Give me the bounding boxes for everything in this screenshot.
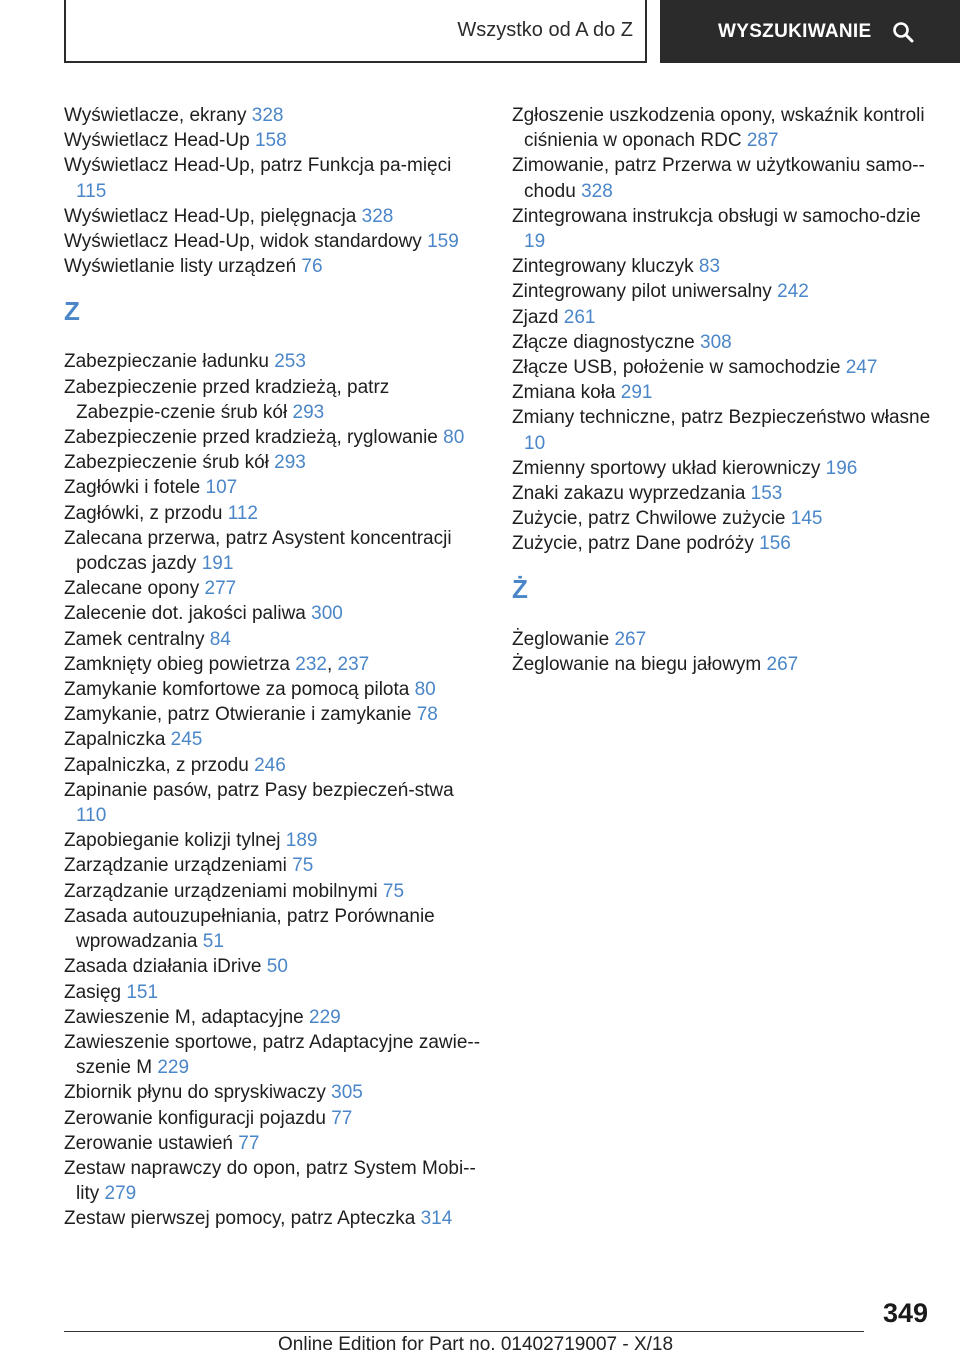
page-link[interactable]: 267 bbox=[614, 628, 647, 650]
index-entry-text: Zapobieganie kolizji tylnej bbox=[64, 830, 281, 852]
index-entry bbox=[512, 305, 932, 330]
page-link[interactable]: 83 bbox=[698, 256, 721, 278]
index-entry-text: Zarządzanie urządzeniami mobilnymi bbox=[64, 880, 378, 902]
index-entry bbox=[512, 531, 932, 556]
index-entry-text: Zalecane opony bbox=[64, 578, 200, 600]
page-link[interactable]: 80 bbox=[443, 427, 465, 449]
index-entry bbox=[64, 828, 484, 853]
index-entry bbox=[64, 601, 484, 626]
page-link[interactable]: 153 bbox=[750, 483, 783, 505]
index-entry-text: Żeglowanie na biegu jałowym bbox=[512, 653, 762, 675]
index-entry-text: Zmienny sportowy układ kierowniczy bbox=[512, 457, 821, 479]
page-link[interactable]: 110 bbox=[76, 805, 107, 827]
page-link[interactable]: 75 bbox=[292, 855, 314, 877]
index-entry-text: Zarządzanie urządzeniami bbox=[64, 855, 287, 877]
index-entry: Zamknięty obieg powietrza 232, 237 bbox=[64, 653, 370, 675]
page-link[interactable]: 76 bbox=[301, 256, 323, 278]
index-entry bbox=[64, 1030, 484, 1080]
index-entry-text: Zapalniczka bbox=[64, 729, 166, 751]
page-link[interactable]: 189 bbox=[285, 830, 318, 852]
page-link[interactable]: 50 bbox=[266, 956, 288, 978]
page-link[interactable]: 314 bbox=[420, 1208, 453, 1230]
index-entry-text: Zbiornik płynu do spryskiwaczy bbox=[64, 1082, 326, 1104]
index-entry bbox=[512, 330, 932, 355]
page-link[interactable]: 279 bbox=[104, 1183, 137, 1205]
index-entry-text: Zamknięty obieg powietrza bbox=[64, 653, 290, 675]
page-link[interactable]: 293 bbox=[274, 452, 306, 474]
index-entry bbox=[512, 153, 932, 203]
tab-search[interactable] bbox=[660, 0, 960, 63]
index-entry bbox=[64, 153, 484, 203]
index-entry-text: Zamek centralny bbox=[64, 628, 205, 650]
index-entry-text: Wyświetlanie listy urządzeń bbox=[64, 256, 297, 278]
index-entry-text: Wyświetlacz Head-Up bbox=[64, 130, 250, 152]
index-entry-text: Zalecana przerwa, patrz Asystent koncentracji podczas jazdy bbox=[64, 527, 452, 575]
page-link[interactable]: 84 bbox=[209, 628, 231, 650]
index-entry-text: Zasada działania iDrive bbox=[64, 956, 262, 978]
page-link[interactable]: 242 bbox=[777, 281, 809, 303]
index-entry bbox=[64, 204, 484, 229]
page-link[interactable]: 253 bbox=[274, 351, 306, 373]
index-entry bbox=[64, 1156, 484, 1206]
index-entry-text: Zmiany techniczne, patrz Bezpieczeństwo własne bbox=[512, 407, 931, 429]
index-entry bbox=[64, 1131, 484, 1156]
page-link[interactable]: 229 bbox=[157, 1057, 190, 1079]
index-entry bbox=[64, 576, 484, 601]
page-link[interactable]: 151 bbox=[126, 981, 159, 1003]
index-entry bbox=[64, 904, 484, 954]
index-entry bbox=[64, 778, 484, 828]
index-entry bbox=[64, 1206, 484, 1231]
index-entry bbox=[64, 450, 484, 475]
index-entry-text: Zerowanie konfiguracji pojazdu bbox=[64, 1107, 326, 1129]
index-entry bbox=[64, 1080, 484, 1105]
index-entry-text: Zintegrowana instrukcja obsługi w samocho‐dzie bbox=[512, 205, 921, 227]
page-link[interactable]: 261 bbox=[563, 306, 596, 328]
index-entry-text: Zabezpieczenie przed kradzieżą, patrz Zabezpie‐czenie śrub kół bbox=[64, 376, 390, 423]
index-entry bbox=[512, 380, 932, 405]
page-link[interactable]: 229 bbox=[309, 1006, 341, 1028]
index-entry-text: Wyświetlacz Head-Up, pielęgnacja bbox=[64, 205, 357, 227]
index-entry-text: Zużycie, patrz Dane podróży bbox=[512, 533, 754, 555]
index-entry bbox=[512, 456, 932, 481]
index-entry bbox=[64, 954, 484, 979]
index-entry-text: Zapinanie pasów, patrz Pasy bezpieczeń‐stwa bbox=[64, 779, 454, 801]
index-letter-heading: Ż bbox=[512, 573, 528, 604]
index-entry bbox=[64, 475, 484, 500]
page-link[interactable]: 328 bbox=[581, 180, 613, 202]
index-entry-text: Złącze USB, położenie w samochodzie bbox=[512, 357, 841, 379]
index-entry-text: Zapalniczka, z przodu bbox=[64, 754, 249, 776]
index-entry-text: Znaki zakazu wyprzedzania bbox=[512, 483, 746, 505]
page-link[interactable]: 237 bbox=[337, 653, 370, 675]
page-link[interactable]: 51 bbox=[202, 931, 224, 953]
page-link[interactable]: 158 bbox=[254, 130, 287, 152]
page-link[interactable]: 247 bbox=[845, 357, 878, 379]
index-entry bbox=[64, 103, 484, 128]
index-entry-text: Zawieszenie M, adaptacyjne bbox=[64, 1006, 304, 1028]
page-link[interactable]: 308 bbox=[700, 331, 732, 353]
index-entry bbox=[512, 279, 932, 304]
page-link[interactable]: 78 bbox=[416, 704, 438, 726]
page-link[interactable]: 328 bbox=[251, 105, 284, 126]
index-entry-text: Zabezpieczanie ładunku bbox=[64, 351, 269, 373]
index-entry bbox=[64, 375, 484, 425]
index-entry bbox=[64, 853, 484, 878]
index-entry bbox=[512, 652, 932, 677]
page-link[interactable]: 291 bbox=[620, 382, 653, 404]
page-link[interactable]: 305 bbox=[331, 1082, 363, 1104]
index-entry bbox=[64, 879, 484, 904]
footer-edition-text: Online Edition for Part no. 01402719007 - X/18 bbox=[278, 1334, 674, 1355]
index-entry bbox=[64, 627, 484, 652]
index-entry-text: Zalecenie dot. jakości paliwa bbox=[64, 603, 306, 625]
tab-a-to-z[interactable] bbox=[64, 0, 647, 63]
index-entry bbox=[64, 254, 484, 279]
index-entry bbox=[64, 677, 484, 702]
index-column-left bbox=[64, 103, 484, 1232]
index-entry-text: Złącze diagnostyczne bbox=[512, 331, 695, 353]
index-entry-text: Wyświetlacz Head-Up, widok standardowy bbox=[64, 231, 422, 253]
page-link[interactable]: 77 bbox=[238, 1132, 260, 1154]
page-link[interactable]: 232 bbox=[295, 653, 327, 675]
index-entry bbox=[512, 254, 932, 279]
page-link[interactable]: 191 bbox=[201, 553, 234, 575]
index-entry bbox=[512, 506, 932, 531]
index-entry bbox=[512, 405, 932, 455]
index-entry-text: Zużycie, patrz Chwilowe zużycie bbox=[512, 508, 786, 530]
index-entry-text: Żeglowanie bbox=[512, 628, 610, 650]
page-link[interactable]: 10 bbox=[524, 432, 546, 454]
index-entry bbox=[64, 229, 484, 254]
index-entry bbox=[64, 727, 484, 752]
index-entry bbox=[64, 702, 484, 727]
page-link[interactable]: 159 bbox=[427, 231, 459, 253]
page-link[interactable]: 115 bbox=[76, 180, 107, 202]
page-link[interactable]: 19 bbox=[524, 231, 546, 253]
page-link[interactable]: 293 bbox=[292, 401, 325, 423]
index-entry-text: Zagłówki, z przodu bbox=[64, 502, 223, 524]
index-entry-text: Zabezpieczenie przed kradzieżą, ryglowanie bbox=[64, 427, 438, 449]
index-entry bbox=[64, 753, 484, 778]
index-entry-text: Zagłówki i fotele bbox=[64, 477, 201, 499]
index-entry bbox=[512, 204, 932, 254]
index-entry-text: Wyświetlacze, ekrany bbox=[64, 105, 247, 126]
index-entry-text: Zawieszenie sportowe, patrz Adaptacyjne zawie‐szenie M bbox=[64, 1031, 481, 1079]
index-letter-heading: Z bbox=[64, 296, 80, 327]
top-navigation bbox=[0, 0, 960, 66]
index-entry-text: Zamykanie komfortowe za pomocą pilota bbox=[64, 679, 410, 701]
page-link[interactable]: 75 bbox=[382, 880, 405, 902]
index-entry-text: Zasięg bbox=[64, 981, 122, 1003]
index-entry bbox=[512, 103, 932, 153]
index-entry-text: Zimowanie, patrz Przerwa w użytkowaniu samo‐chodu bbox=[512, 155, 925, 202]
page-link[interactable]: 77 bbox=[331, 1107, 353, 1129]
index-entry-text: Zabezpieczenie śrub kół bbox=[64, 452, 269, 474]
index-entry bbox=[512, 627, 932, 652]
index-entry bbox=[64, 349, 484, 374]
index-entry bbox=[64, 128, 484, 153]
index-entry bbox=[64, 425, 484, 450]
page-link[interactable]: 300 bbox=[311, 603, 343, 625]
index-entry bbox=[64, 1005, 484, 1030]
page-link[interactable]: 287 bbox=[746, 130, 779, 152]
index-entry bbox=[64, 501, 484, 526]
index-entry-text: Wyświetlacz Head-Up, patrz Funkcja pa‐mięci bbox=[64, 155, 452, 177]
index-entry bbox=[64, 980, 484, 1005]
page-link[interactable]: 156 bbox=[759, 533, 791, 555]
footer-divider bbox=[64, 1331, 864, 1332]
page-link[interactable]: 145 bbox=[790, 508, 823, 530]
index-entry-text: Zmiana koła bbox=[512, 382, 616, 404]
page-link[interactable]: 267 bbox=[766, 653, 799, 675]
index-entry bbox=[64, 526, 484, 576]
tab-search-label: WYSZUKIWANIE bbox=[718, 20, 872, 42]
index-column-right bbox=[512, 103, 932, 677]
page-link[interactable]: 246 bbox=[254, 754, 286, 776]
index-entry-text: Zasada autouzupełniania, patrz Porównanie wprowadzania bbox=[64, 905, 435, 953]
page-link[interactable]: 277 bbox=[204, 578, 237, 600]
index-entry-text: Zestaw pierwszej pomocy, patrz Apteczka bbox=[64, 1208, 416, 1230]
index-entry bbox=[64, 1106, 484, 1131]
page-number: 349 bbox=[882, 1298, 928, 1328]
index-entry-text: Zintegrowany pilot uniwersalny bbox=[512, 281, 772, 303]
index-entry-text: Zestaw naprawczy do opon, patrz System Mobi‐lity bbox=[64, 1157, 476, 1205]
tab-a-to-z-label: Wszystko od A do Z bbox=[457, 19, 633, 41]
index-entry-text: Zgłoszenie uszkodzenia opony, wskaźnik kontroli ciśnienia w oponach RDC bbox=[512, 105, 925, 152]
search-icon bbox=[892, 21, 914, 43]
index-entry-text: Zjazd bbox=[512, 306, 559, 328]
page-link[interactable]: 107 bbox=[205, 477, 238, 499]
index-entry bbox=[512, 355, 932, 380]
page-link[interactable]: 328 bbox=[361, 205, 394, 227]
page-link[interactable]: 245 bbox=[170, 729, 203, 751]
page-link[interactable]: 80 bbox=[414, 679, 436, 701]
page-link[interactable]: 112 bbox=[227, 502, 258, 524]
index-entry-text: Zintegrowany kluczyk bbox=[512, 256, 694, 278]
index-entry bbox=[512, 481, 932, 506]
index-entry-text: Zerowanie ustawień bbox=[64, 1132, 233, 1154]
page-link[interactable]: 196 bbox=[825, 457, 858, 479]
index-entry-text: Zamykanie, patrz Otwieranie i zamykanie bbox=[64, 704, 412, 726]
